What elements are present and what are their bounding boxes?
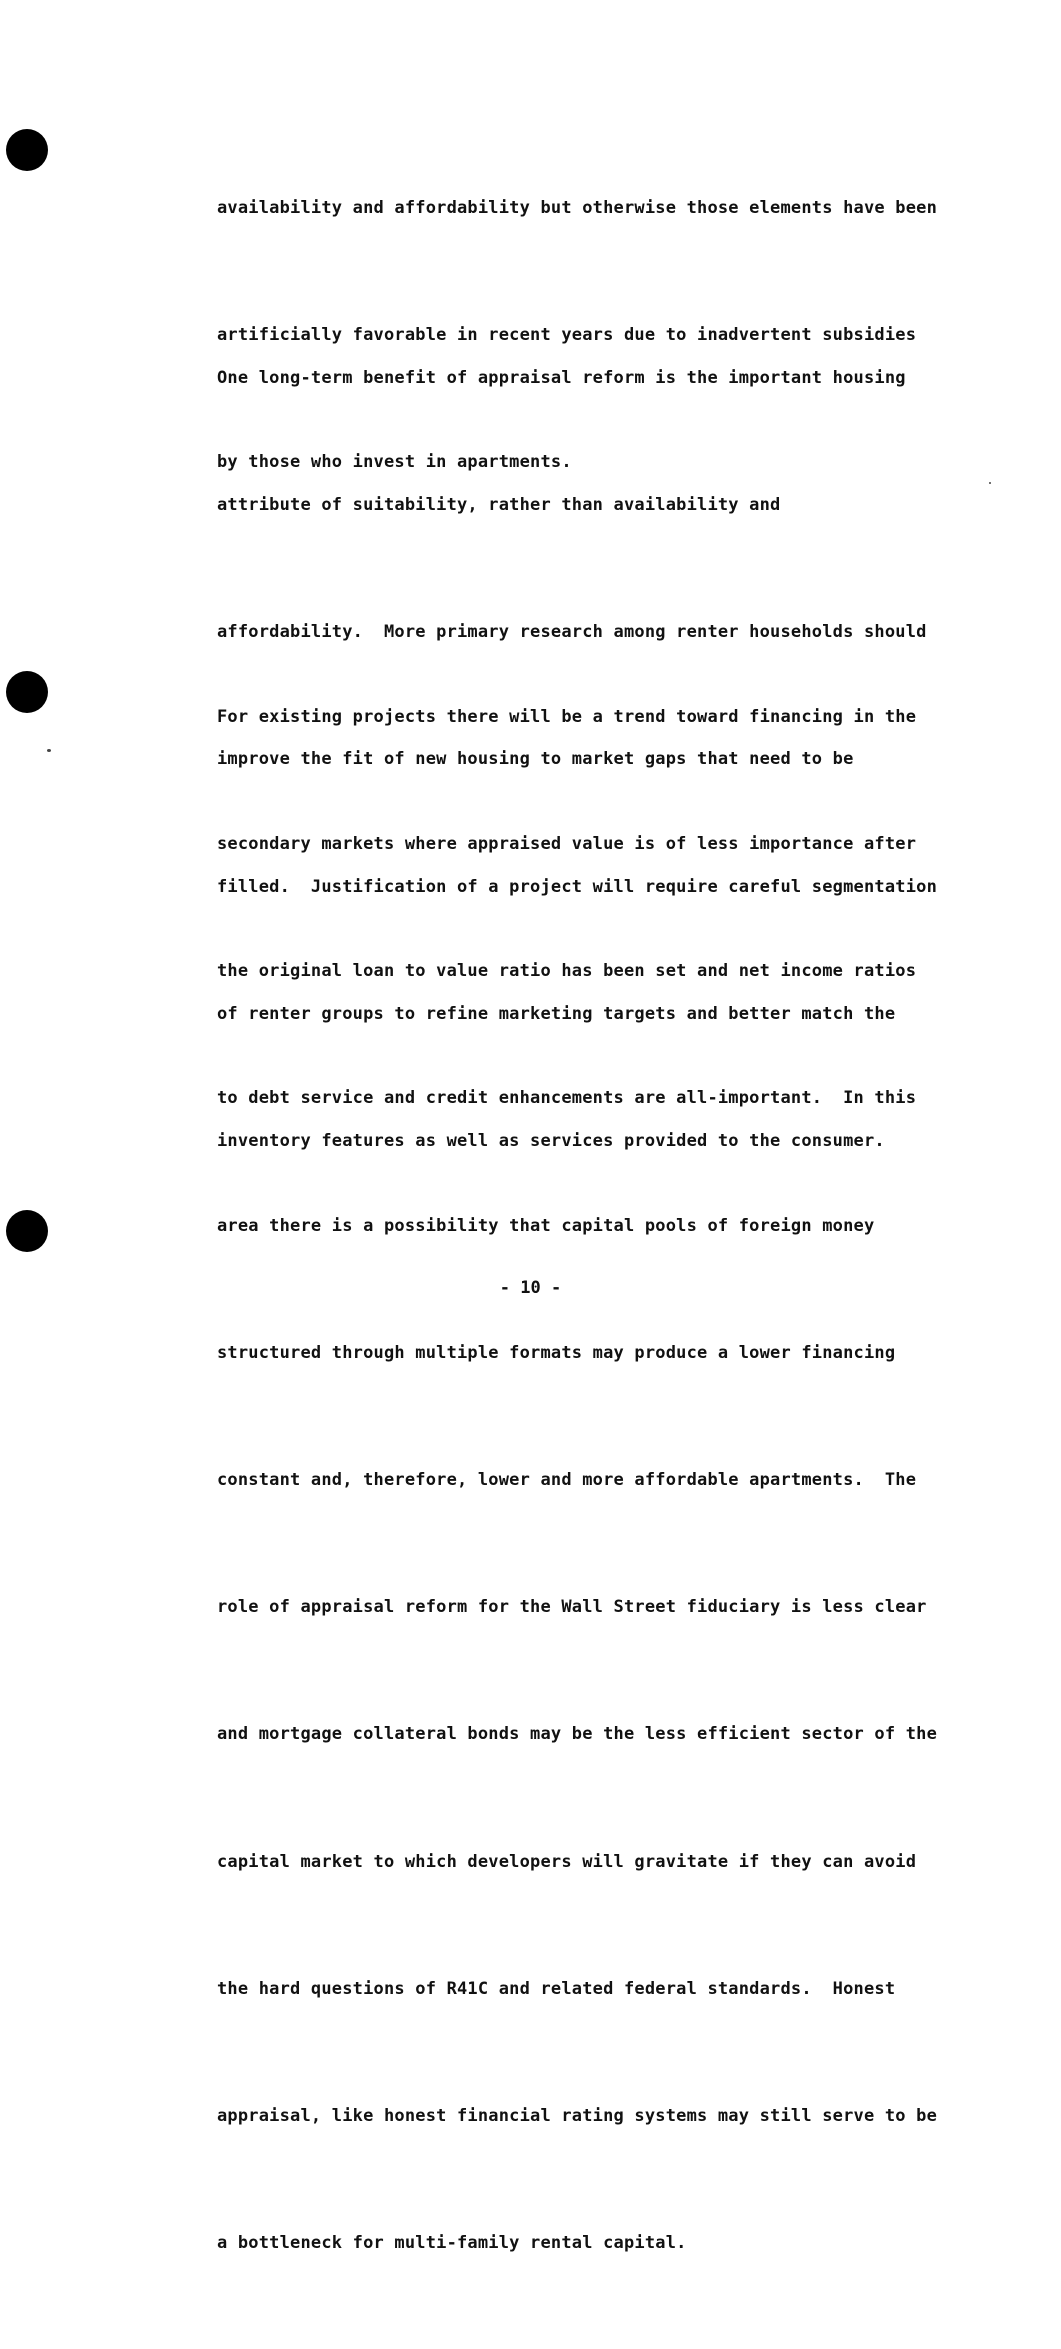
text-line: role of appraisal reform for the Wall Street fiduciary is less clear [217, 1597, 927, 1618]
text-line: availability and affordability but otherwise those elements have been [217, 197, 938, 218]
text-line: improve the fit of new housing to market gaps that need to be [217, 749, 854, 770]
text-line: the hard questions of R41C and related federal standards. Honest [217, 1978, 896, 1999]
text-line: capital market to which developers will gravitate if they can avoid [217, 1851, 917, 1872]
text-line: secondary markets where appraised value is of less importance after [217, 834, 917, 855]
text-line: artificially favorable in recent years due to inadvertent subsidies [217, 325, 917, 346]
binder-hole-bottom [6, 1210, 48, 1252]
text-line: affordability. More primary research among renter households should [217, 622, 927, 643]
text-line: constant and, therefore, lower and more affordable apartments. The [217, 1470, 917, 1491]
text-line: area there is a possibility that capital pools of foreign money [217, 1215, 875, 1236]
text-line: For existing projects there will be a trend toward financing in the [217, 706, 917, 727]
text-line: to debt service and credit enhancements are all-important. In this [217, 1088, 917, 1109]
text-line: One long-term benefit of appraisal reform is the important housing [217, 367, 906, 388]
text-line: and mortgage collateral bonds may be the less efficient sector of the [217, 1724, 938, 1745]
text-line: inventory features as well as services provided to the consumer. [217, 1131, 885, 1152]
text-line: filled. Justification of a project will require careful segmentation [217, 876, 938, 897]
text-line: a bottleneck for multi-family rental capital. [217, 2233, 687, 2254]
text-line: the original loan to value ratio has been set and net income ratios [217, 961, 917, 982]
text-line: of renter groups to refine marketing targets and better match the [217, 1003, 896, 1024]
text-line: attribute of suitability, rather than availability and [217, 495, 781, 516]
paragraph-3 [217, 611, 1007, 2349]
scan-speck [47, 749, 51, 752]
binder-hole-top [6, 129, 48, 171]
text-line: appraisal, like honest financial rating systems may still serve to be [217, 2106, 938, 2127]
binder-hole-middle [6, 671, 48, 713]
page-number: - 10 - [499, 1278, 562, 1298]
text-line: structured through multiple formats may produce a lower financing [217, 1342, 896, 1363]
text-line: by those who invest in apartments. [217, 452, 572, 473]
